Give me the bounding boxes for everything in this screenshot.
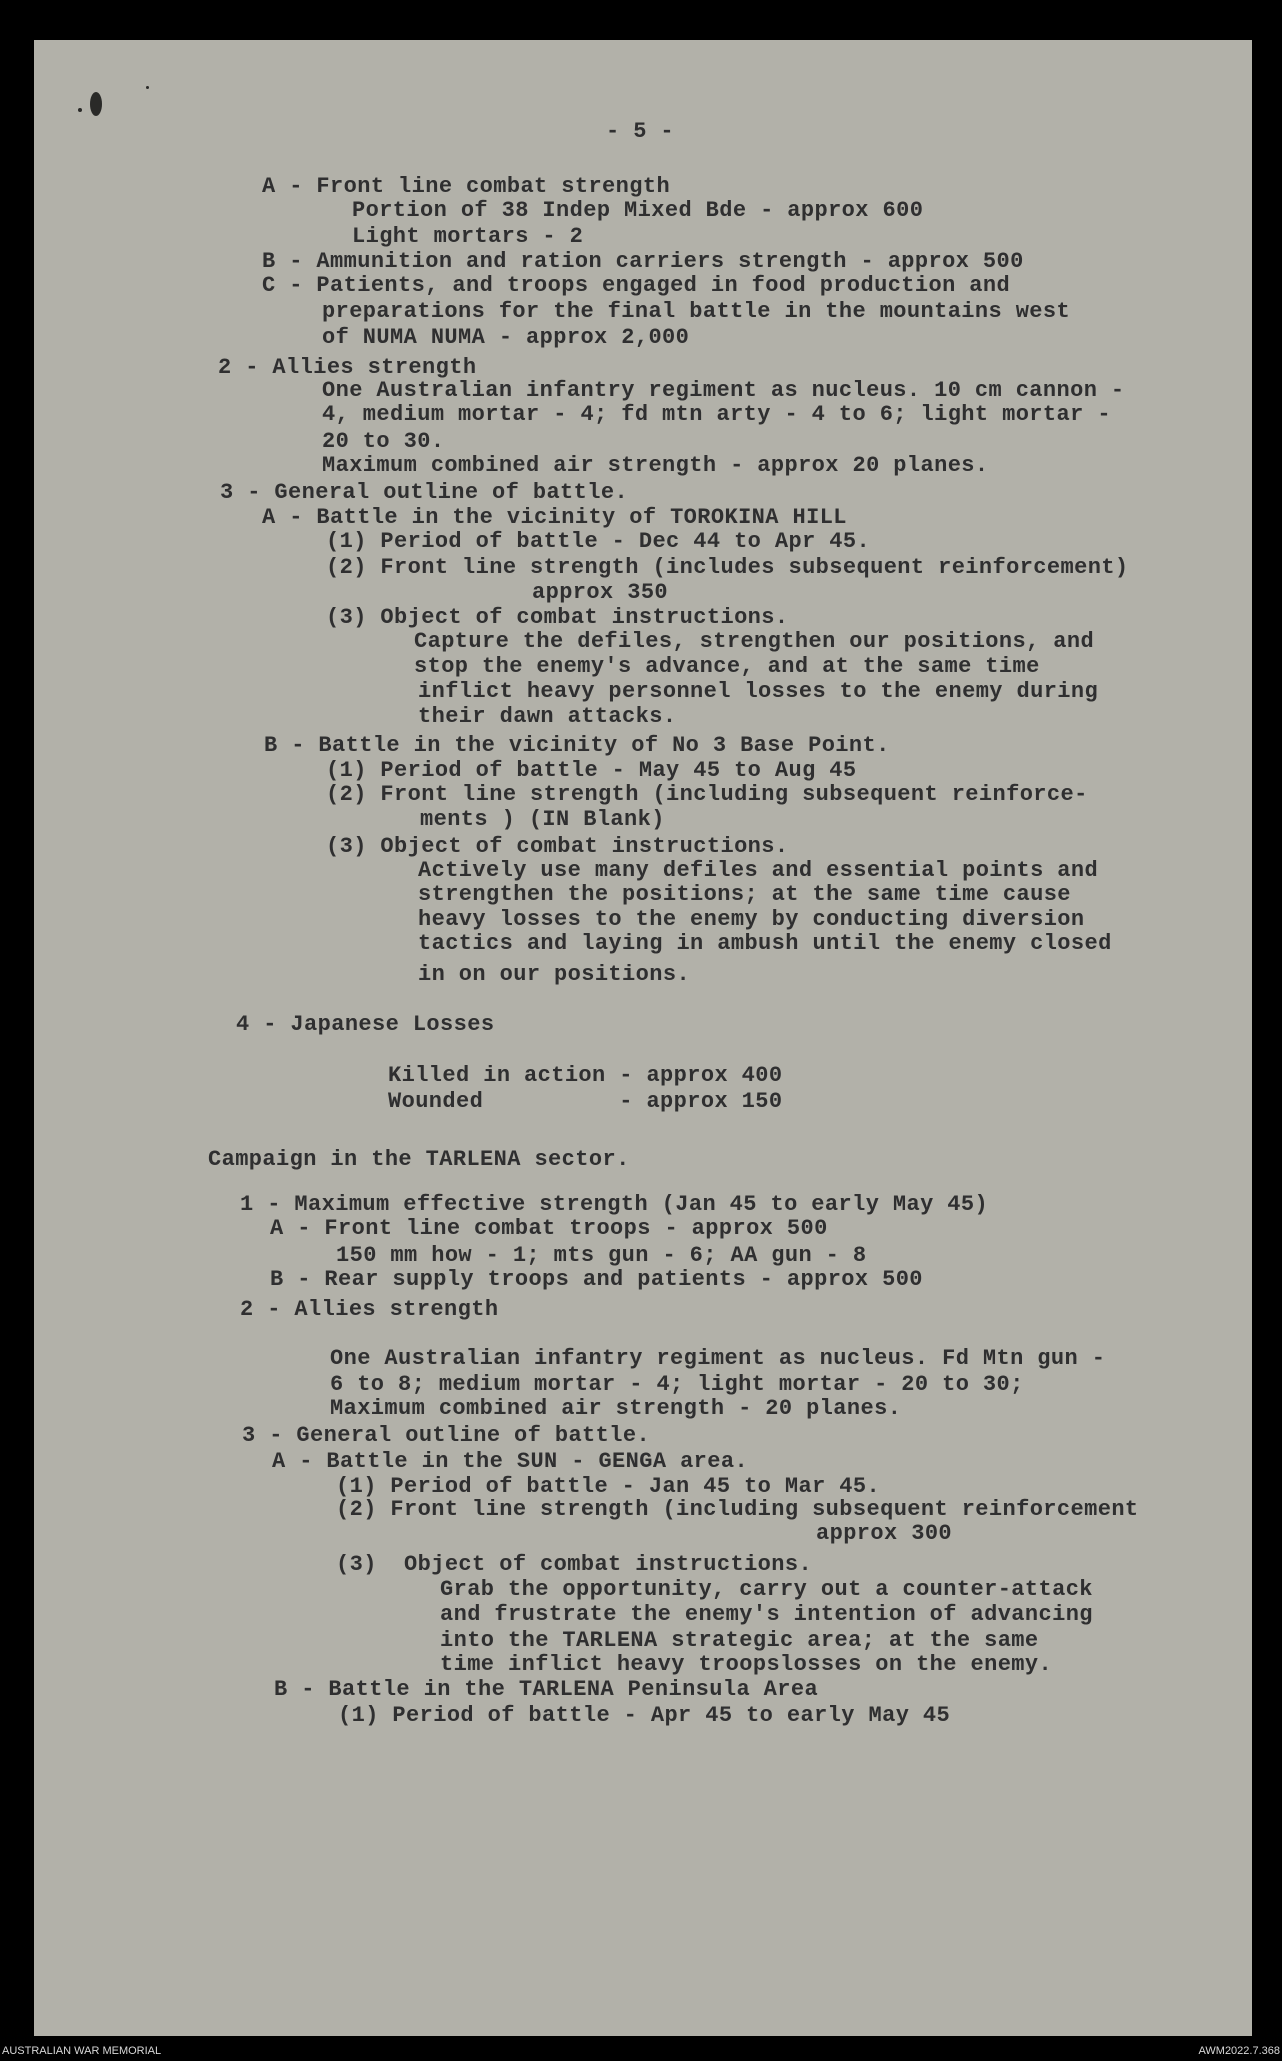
text-line: (1) Period of battle - May 45 to Aug 45 <box>326 758 857 783</box>
text-line: (2) Front line strength (including subsequent reinforcement <box>336 1497 1139 1522</box>
text-line: A - Battle in the SUN - GENGA area. <box>272 1449 749 1474</box>
text-line: (2) Front line strength (including subsequent reinforce- <box>326 782 1088 807</box>
text-line: C - Patients, and troops engaged in food production and <box>262 273 1011 298</box>
text-line: approx 300 <box>816 1521 953 1546</box>
text-line: 3 - General outline of battle. <box>242 1423 651 1448</box>
text-line: 150 mm how - 1; mts gun - 6; AA gun - 8 <box>336 1243 867 1268</box>
text-line: (1) Period of battle - Apr 45 to early May 45 <box>338 1703 951 1728</box>
text-line: Portion of 38 Indep Mixed Bde - approx 600 <box>352 198 924 223</box>
ink-speck <box>146 86 149 89</box>
text-line: One Australian infantry regiment as nucleus. Fd Mtn gun - <box>330 1346 1106 1371</box>
text-line: 20 to 30. <box>322 429 445 454</box>
text-line: strengthen the positions; at the same time cause <box>418 882 1071 907</box>
text-line: A - Front line combat strength <box>262 174 671 199</box>
text-line: stop the enemy's advance, and at the same time <box>414 654 1040 679</box>
text-line: B - Ammunition and ration carriers strength - approx 500 <box>262 249 1024 274</box>
text-line: (2) Front line strength (includes subsequent reinforcement) <box>326 555 1129 580</box>
text-line: Killed in action - approx 400 <box>388 1063 783 1088</box>
text-line: in on our positions. <box>418 962 691 987</box>
section-heading: Campaign in the TARLENA sector. <box>208 1147 630 1172</box>
text-line: and frustrate the enemy's intention of advancing <box>440 1602 1093 1627</box>
text-line: B - Battle in the vicinity of No 3 Base Point. <box>264 733 890 758</box>
text-line: tactics and laying in ambush until the enemy closed <box>418 931 1112 956</box>
text-line: (1) Period of battle - Dec 44 to Apr 45. <box>326 529 871 554</box>
text-line: 2 - Allies strength <box>240 1297 499 1322</box>
text-line: inflict heavy personnel losses to the enemy during <box>418 679 1099 704</box>
text-line: heavy losses to the enemy by conducting diversion <box>418 907 1085 932</box>
text-line: A - Front line combat troops - approx 500 <box>270 1216 828 1241</box>
text-line: their dawn attacks. <box>418 704 677 729</box>
section-heading: 4 - Japanese Losses <box>236 1012 495 1037</box>
page-number: - 5 - <box>606 119 675 144</box>
text-line: 2 - Allies strength <box>218 355 477 380</box>
text-line: One Australian infantry regiment as nucleus. 10 cm cannon - <box>322 378 1125 403</box>
text-line: (3) Object of combat instructions. <box>336 1552 813 1577</box>
text-line: approx 350 <box>532 580 669 605</box>
text-line: A - Battle in the vicinity of TOROKINA HILL <box>262 505 847 530</box>
text-line: ments ) (IN Blank) <box>420 807 665 832</box>
text-line: into the TARLENA strategic area; at the same <box>440 1628 1039 1653</box>
text-line: (3) Object of combat instructions. <box>326 605 789 630</box>
text-line: 4, medium mortar - 4; fd mtn arty - 4 to 6; light mortar - <box>322 402 1111 427</box>
ink-speck <box>78 108 82 112</box>
text-line: B - Rear supply troops and patients - approx 500 <box>270 1267 923 1292</box>
text-line: Grab the opportunity, carry out a counter-attack <box>440 1577 1093 1602</box>
text-line: of NUMA NUMA - approx 2,000 <box>322 325 690 350</box>
footer-catalogue-number: AWM2022.7.368 <box>1198 2045 1280 2057</box>
text-line: Actively use many defiles and essential points and <box>418 858 1099 883</box>
text-line: (1) Period of battle - Jan 45 to Mar 45. <box>336 1474 881 1499</box>
text-line: 3 - General outline of battle. <box>220 480 629 505</box>
text-line: Light mortars - 2 <box>352 224 584 249</box>
text-line: 1 - Maximum effective strength (Jan 45 to early May 45) <box>240 1192 989 1217</box>
text-line: Wounded - approx 150 <box>388 1089 783 1114</box>
text-line: B - Battle in the TARLENA Peninsula Area <box>274 1677 819 1702</box>
footer-credit: AUSTRALIAN WAR MEMORIAL <box>2 2045 162 2057</box>
text-line: time inflict heavy troopslosses on the enemy. <box>440 1652 1053 1677</box>
text-line: Maximum combined air strength - 20 planes. <box>330 1396 902 1421</box>
text-line: (3) Object of combat instructions. <box>326 834 789 859</box>
text-line: Capture the defiles, strengthen our positions, and <box>414 629 1095 654</box>
text-line: preparations for the final battle in the mountains west <box>322 299 1071 324</box>
text-line: 6 to 8; medium mortar - 4; light mortar - 20 to 30; <box>330 1372 1024 1397</box>
ink-blot <box>90 92 102 116</box>
text-line: Maximum combined air strength - approx 20 planes. <box>322 453 989 478</box>
